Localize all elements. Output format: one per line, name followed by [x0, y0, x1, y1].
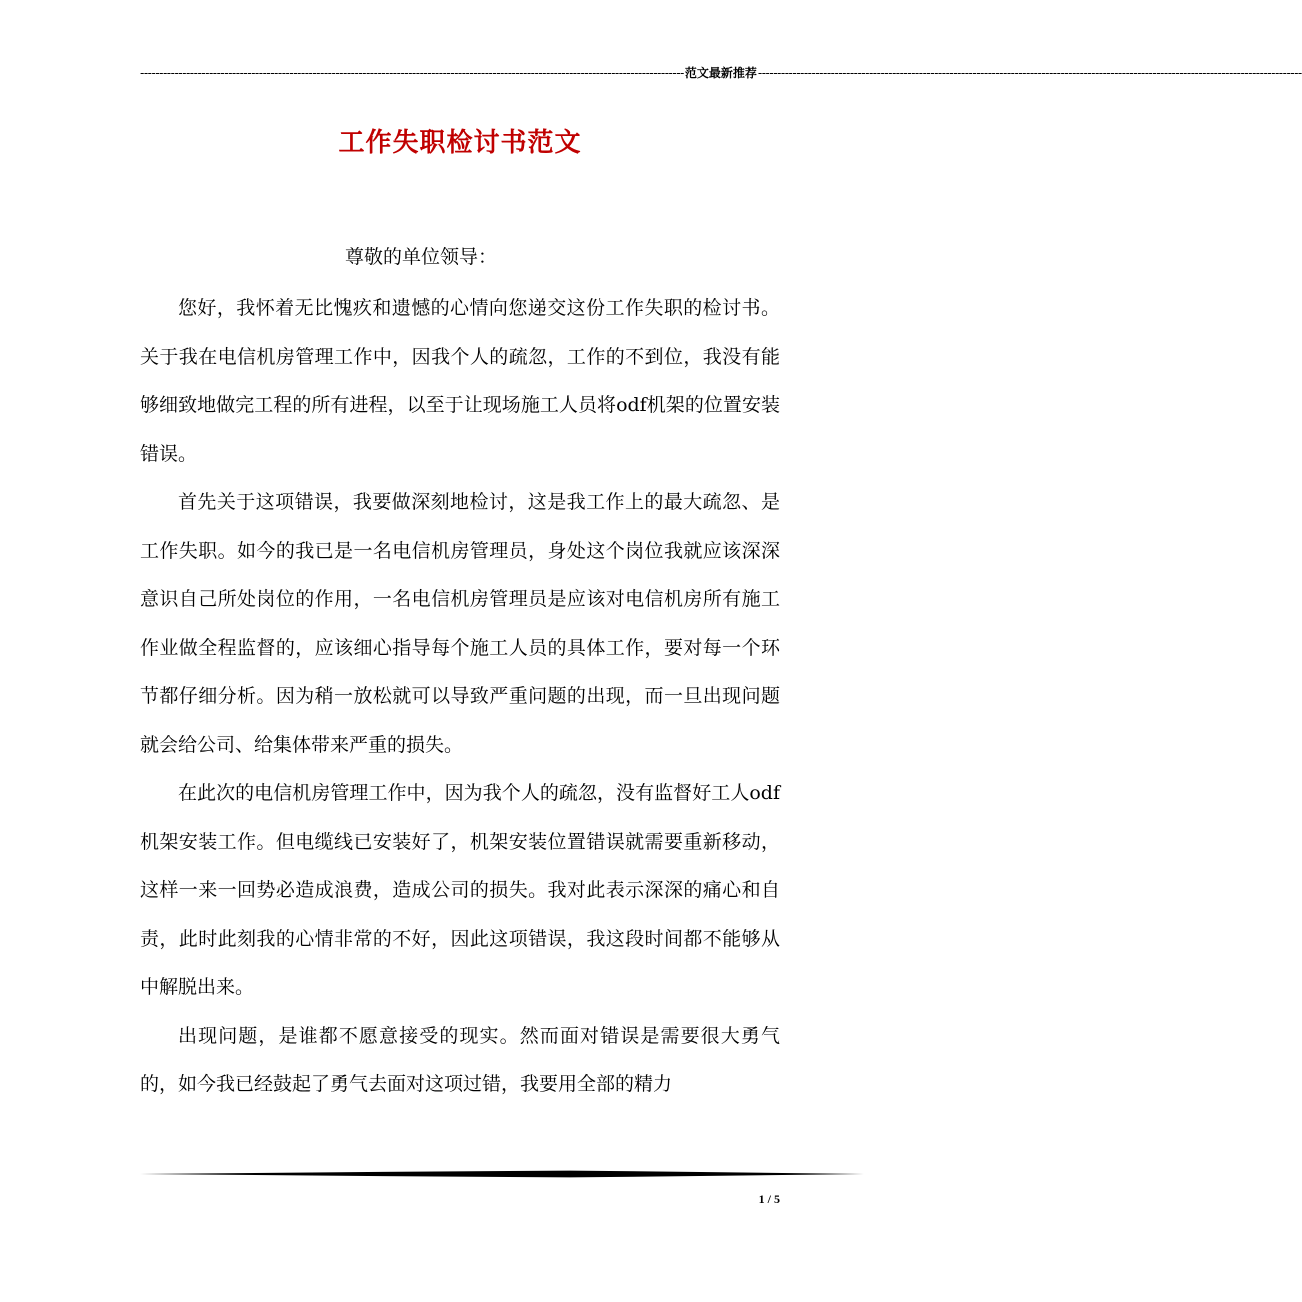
footer-rule: [140, 1170, 864, 1178]
paragraph: 在此次的电信机房管理工作中，因为我个人的疏忽，没有监督好工人odf机架安装工作。但电缆线已安装好了，机架安装位置错误就需要重新移动，这样一来一回势必造成浪费，造成公司的损失。我对此表示深深的痛心和自责，此时此刻我的心情非常的不好，因此这项错误，我这段时间都不能够从中解脱出来。: [140, 782, 780, 998]
document-body: [140, 284, 780, 1109]
header-dashes-right: ----------------------------------------------------------------------------------------------------------------------------------------------: [757, 65, 1302, 80]
page-number: 1 / 5: [758, 1192, 780, 1206]
paragraph: 首先关于这项错误，我要做深刻地检讨，这是我工作上的最大疏忽、是工作失职。如今的我已是一名电信机房管理员，身处这个岗位我就应该深深意识自己所处岗位的作用，一名电信机房管理员是应该对电信机房所有施工作业做全程监督的，应该细心指导每个施工人员的具体工作，要对每一个环节都仔细分析。因为稍一放松就可以导致严重问题的出现，而一旦出现问题就会给公司、给集体带来严重的损失。: [140, 491, 780, 756]
document-title: 工作失职检讨书范文: [338, 128, 582, 158]
header-label: 范文最新推荐: [684, 66, 757, 80]
page-header: [140, 64, 1302, 81]
salutation: 尊敬的单位领导：: [345, 246, 498, 268]
header-dashes-left: ----------------------------------------------------------------------------------------------------------------------------------------------: [140, 65, 684, 80]
paragraph: 您好，我怀着无比愧疚和遗憾的心情向您递交这份工作失职的检讨书。关于我在电信机房管理工作中，因我个人的疏忽，工作的不到位，我没有能够细致地做完工程的所有进程，以至于让现场施工人员将odf机架的位置安装错误。: [140, 297, 780, 465]
paragraph: 出现问题，是谁都不愿意接受的现实。然而面对错误是需要很大勇气的，如今我已经鼓起了勇气去面对这项过错，我要用全部的精力: [140, 1024, 780, 1095]
